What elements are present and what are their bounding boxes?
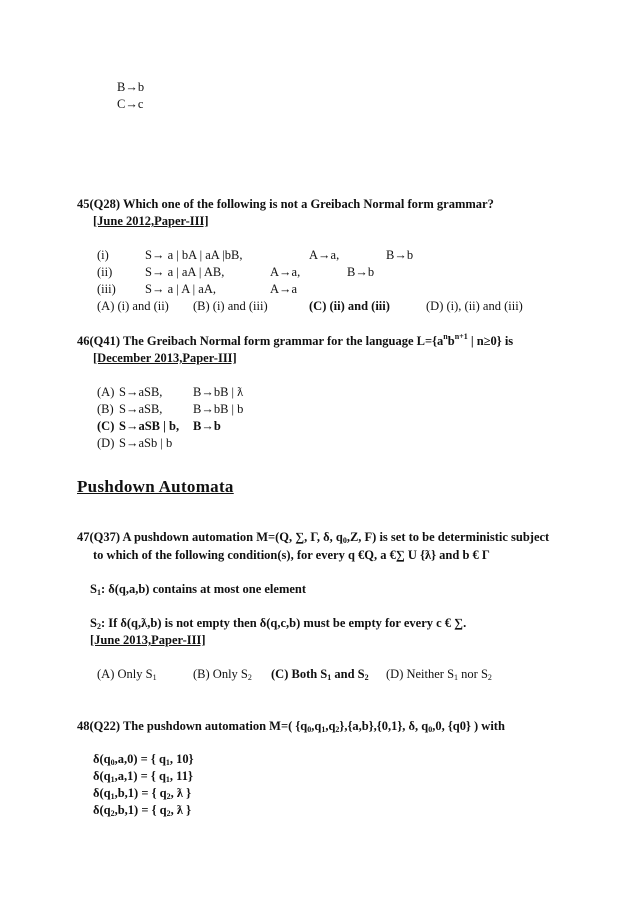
q45-item-2-rule2: A→a,	[270, 265, 301, 279]
q48-t1-a: δ(q	[93, 752, 111, 766]
q48-t4-c: , ƛ }	[170, 803, 192, 817]
q47-s2-sub: 2	[96, 622, 101, 631]
q45-item-1-num: (i)	[97, 248, 109, 262]
q47-s1-sub: 1	[96, 588, 101, 597]
q45-item-3-rule2: A→a	[270, 282, 298, 296]
q48-transition-1	[93, 752, 194, 767]
q47-line1-text: 47(Q37) A pushdown automation M=(Q, ∑, Γ, δ, q	[77, 530, 343, 544]
q47-option-c	[271, 667, 369, 682]
rule-c: C→c	[117, 97, 144, 111]
q47-line1	[77, 530, 549, 545]
q46-question-suffix: | n≥0} is	[467, 334, 514, 348]
q48-t3-b: ,b,1) = { q	[114, 786, 167, 800]
q47-s1	[90, 582, 306, 597]
q48-sub-0: 0	[307, 725, 312, 734]
q48-line1-b: ,q	[311, 719, 322, 733]
q46-option-c-rule2: B→b	[193, 419, 221, 433]
q45-option-a: (A) (i) and (ii)	[97, 299, 169, 313]
q47-source: [June 2013,Paper-III]	[90, 633, 206, 647]
q45-question: 45(Q28) Which one of the following is not a Greibach Normal form grammar?	[77, 197, 494, 211]
q45-item-1-rule2: A→a,	[309, 248, 340, 262]
q46-sup-n1: n+1	[454, 332, 468, 341]
q48-t4-s1: 2	[110, 809, 115, 818]
q45-item-1-rule3: B→b	[386, 248, 414, 262]
q47-option-a	[97, 667, 157, 682]
q48-t2-c: , 11}	[169, 769, 193, 783]
q46-source: [December 2013,Paper-III]	[93, 351, 237, 365]
q46-question-mid: b	[447, 334, 455, 348]
q48-t2-s1: 1	[110, 775, 115, 784]
q45-source: [June 2012,Paper-III]	[93, 214, 209, 228]
q47-option-b-sub: 2	[247, 673, 252, 682]
q47-line2: to which of the following condition(s), for every q €Q, a €∑ U {ƛ} and b € Γ	[93, 548, 490, 562]
q45-item-2-rule1: S→ a | aA | AB,	[145, 265, 225, 279]
q48-line1	[77, 719, 505, 734]
q48-line1-a: 48(Q22) The pushdown automation M=( {q	[77, 719, 308, 733]
q48-t1-c: , 10}	[169, 752, 194, 766]
q46-option-b-label: (B)	[97, 402, 114, 416]
q48-t1-s2: 1	[165, 758, 170, 767]
q48-t4-b: ,b,1) = { q	[114, 803, 167, 817]
q47-option-c-text2: and S	[331, 667, 365, 681]
q46-option-b-rule1: S→aSB,	[119, 402, 163, 416]
q46-option-a-label: (A)	[97, 385, 115, 399]
q47-option-c-sub1: 1	[327, 673, 332, 682]
q45-item-2-rule3: B→b	[347, 265, 375, 279]
q45-option-d: (D) (i), (ii) and (iii)	[426, 299, 523, 313]
rule-b: B→b	[117, 80, 145, 94]
q46-option-c-label: (C)	[97, 419, 115, 433]
q48-t1-b: ,a,0) = { q	[114, 752, 166, 766]
q48-t4-a: δ(q	[93, 803, 111, 817]
q46-option-d-rule1: S→aSb | b	[119, 436, 173, 450]
q47-option-b	[193, 667, 252, 682]
q48-t2-a: δ(q	[93, 769, 111, 783]
q47-option-a-text: (A) Only S	[97, 667, 153, 681]
q45-item-2-num: (ii)	[97, 265, 113, 279]
q47-s1-text: : δ(q,a,b) contains at most one element	[100, 582, 307, 596]
q48-t4-s2: 2	[166, 809, 171, 818]
q48-t3-s2: 2	[166, 792, 171, 801]
q46-question	[77, 334, 513, 349]
q47-option-d-text2: nor S	[458, 667, 488, 681]
q47-option-a-sub: 1	[152, 673, 157, 682]
q46-option-a-rule2: B→bB | ƛ	[193, 385, 244, 399]
q45-item-3-rule1: S→ a | A | aA,	[145, 282, 216, 296]
q46-sup-n: n	[443, 332, 448, 341]
q48-transition-2	[93, 769, 193, 784]
q48-transition-3	[93, 786, 191, 801]
q46-option-d-label: (D)	[97, 436, 115, 450]
q48-line1-e: ,0, {q0} ) with	[432, 719, 505, 733]
q48-t1-s1: 0	[110, 758, 115, 767]
q47-option-c-text1: (C) Both S	[271, 667, 328, 681]
q47-s2-text: : If δ(q,ƛ,b) is not empty then δ(q,c,b) must be empty for every c € ∑.	[100, 616, 467, 630]
q45-item-3-num: (iii)	[97, 282, 116, 296]
q45-option-b: (B) (i) and (iii)	[193, 299, 268, 313]
q47-option-d-text1: (D) Neither S	[386, 667, 455, 681]
q47-s2-label: S	[90, 616, 97, 630]
q47-option-d	[386, 667, 492, 682]
q47-option-b-text: (B) Only S	[193, 667, 248, 681]
q48-line1-d: },{a,b},{0,1}, δ, q	[339, 719, 429, 733]
q48-t2-b: ,a,1) = { q	[114, 769, 166, 783]
q48-t3-c: , ƛ }	[170, 786, 192, 800]
q46-option-a-rule1: S→aSB,	[119, 385, 163, 399]
q47-line1-end: ,Z, F) is set to be deterministic subject	[346, 530, 550, 544]
q47-s2	[90, 616, 466, 631]
q45-item-1-rule1: S→ a | bA | aA |bB,	[145, 248, 243, 262]
q47-option-d-sub2: 2	[487, 673, 492, 682]
q45-option-c: (C) (ii) and (iii)	[309, 299, 390, 313]
q46-question-prefix: 46(Q41) The Greibach Normal form grammar for the language L={a	[77, 334, 444, 348]
q47-option-c-sub2: 2	[364, 673, 369, 682]
q47-option-d-sub1: 1	[454, 673, 459, 682]
q48-transition-4	[93, 803, 191, 818]
q46-option-c-rule1: S→aSB | b,	[119, 419, 180, 433]
q48-t3-s1: 1	[110, 792, 115, 801]
q48-sub-3: 0	[428, 725, 433, 734]
q48-sub-1: 1	[321, 725, 326, 734]
q47-line1-sub: 0	[342, 536, 347, 545]
q48-sub-2: 2	[335, 725, 340, 734]
q48-t2-s2: 1	[165, 775, 170, 784]
q48-line1-c: ,q	[325, 719, 336, 733]
q46-option-b-rule2: B→bB | b	[193, 402, 244, 416]
q48-t3-a: δ(q	[93, 786, 111, 800]
q47-s1-label: S	[90, 582, 97, 596]
section-title: Pushdown Automata	[77, 477, 234, 496]
